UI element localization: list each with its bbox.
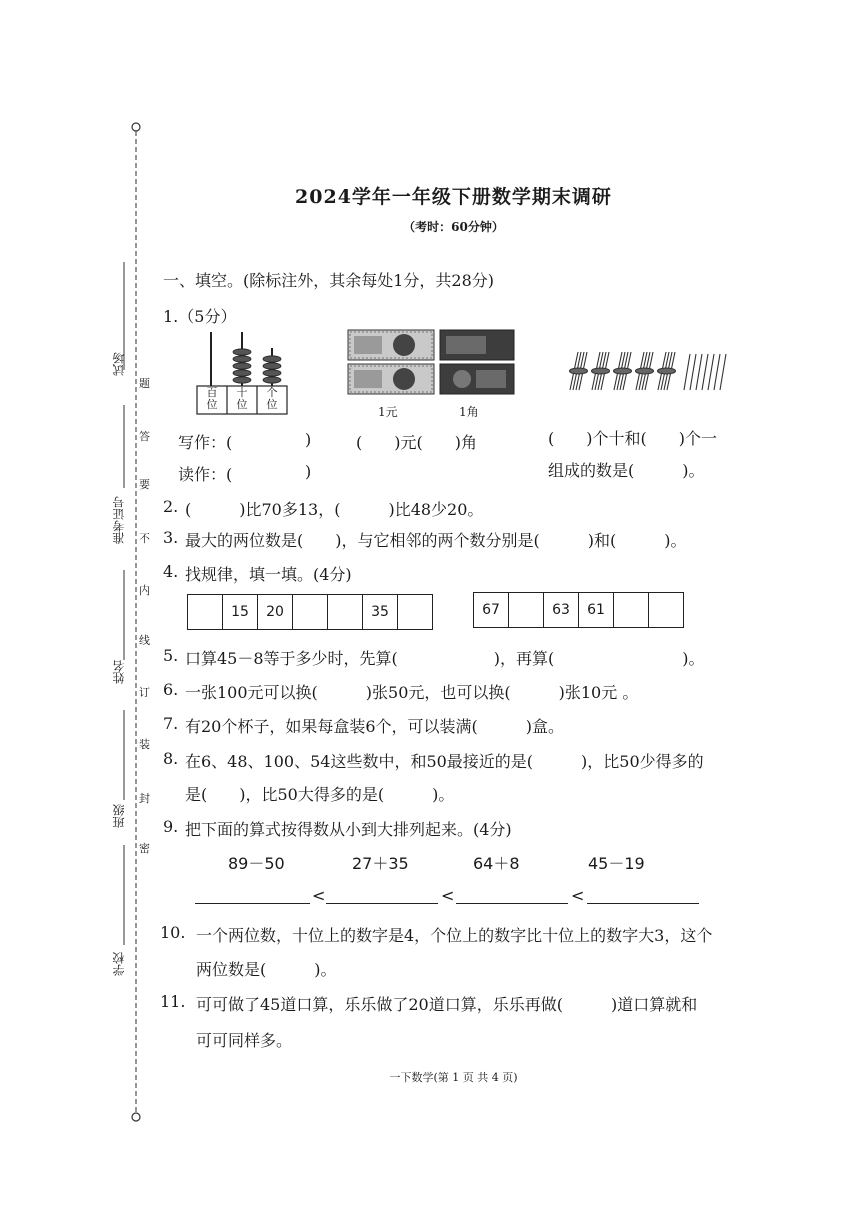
q1-tens-ones-line1: ( )个十和( )个一 — [548, 429, 717, 448]
seal-char: 不 — [139, 532, 150, 545]
q2-text: ( )比70多13，( )比48少20。 — [185, 500, 484, 519]
page-subtitle: （考时：60分钟） — [403, 220, 504, 234]
seal-char: 密 — [139, 842, 150, 855]
margin-label-school: 学校 — [112, 952, 126, 976]
abacus-label-ones: 个 位 — [266, 386, 278, 411]
page-title: 2024学年一年级下册数学期末调研 — [295, 186, 612, 208]
q4-text: 找规律，填一填。(4分) — [185, 565, 352, 584]
seal-char: 封 — [139, 792, 150, 805]
pattern-box: 15 — [223, 595, 258, 629]
q8-text-line1: 在6、48、100、54这些数中，和50最接近的是( )，比50少得多的 — [185, 752, 704, 771]
q1-write-label: 写作：( — [178, 433, 233, 452]
q1-read-close: ) — [305, 462, 312, 481]
q9-expression: 89－50 — [228, 854, 285, 873]
q9-answer-blank[interactable] — [587, 885, 699, 908]
money-label-jiao: 1角 — [459, 405, 479, 419]
margin-label-exam-room: 试场 — [112, 352, 126, 376]
q8-number: 8. — [163, 749, 179, 768]
margin-label-exam-id: 准考证号 — [112, 496, 126, 544]
pattern-box[interactable] — [649, 593, 683, 627]
section-heading: 一、填空。(除标注外，其余每处1分，共28分) — [163, 271, 495, 290]
q9-answer-blank[interactable] — [456, 885, 568, 908]
q1-money-answer: ( )元( )角 — [356, 433, 477, 452]
q10-text-line2: 两位数是( )。 — [196, 960, 337, 979]
q1-write-close: ) — [305, 430, 312, 449]
pattern-sequence-2 — [473, 592, 684, 628]
q9-text: 把下面的算式按得数从小到大排列起来。(4分) — [185, 820, 512, 839]
pattern-box: 20 — [258, 595, 293, 629]
q11-text-line1: 可可做了45道口算，乐乐做了20道口算，乐乐再做( )道口算就和 — [196, 995, 698, 1014]
q1-read-label: 读作：( — [178, 465, 233, 484]
q11-text-line2: 可可同样多。 — [196, 1031, 293, 1050]
seal-char: 答 — [139, 430, 150, 443]
margin-label-class: 班级 — [112, 804, 126, 828]
q2-number: 2. — [163, 497, 179, 516]
q6-number: 6. — [163, 680, 179, 699]
pattern-box: 67 — [474, 593, 509, 627]
seal-char: 题 — [139, 377, 150, 390]
q3-text: 最大的两位数是( )，与它相邻的两个数分别是( )和( )。 — [185, 531, 687, 550]
q9-answer-blank[interactable] — [326, 885, 438, 908]
seal-char: 内 — [139, 584, 150, 597]
q4-number: 4. — [163, 562, 179, 581]
pattern-box[interactable] — [188, 595, 223, 629]
seal-char: 订 — [139, 686, 150, 699]
page-footer: 一下数学(第 1 页 共 4 页) — [389, 1071, 518, 1084]
pattern-box: 61 — [579, 593, 614, 627]
q9-expression: 64＋8 — [473, 854, 520, 873]
pattern-box[interactable] — [293, 595, 328, 629]
pattern-box[interactable] — [509, 593, 544, 627]
q1-label: 1.（5分） — [163, 307, 237, 326]
q10-text-line1: 一个两位数，十位上的数字是4，个位上的数字比十位上的数字大3，这个 — [196, 926, 713, 945]
q1-tens-ones-line2: 组成的数是( )。 — [548, 461, 705, 480]
seal-char: 装 — [139, 738, 150, 751]
pattern-box: 63 — [544, 593, 579, 627]
seal-char: 要 — [139, 478, 150, 491]
q9-number: 9. — [163, 817, 179, 836]
money-label-yuan: 1元 — [378, 405, 398, 419]
q7-text: 有20个杯子，如果每盒装6个，可以装满( )盒。 — [185, 717, 565, 736]
abacus-label-hundreds: 百 位 — [206, 386, 218, 411]
pattern-box[interactable] — [328, 595, 363, 629]
sticks-bundles-figure — [566, 350, 736, 396]
q3-number: 3. — [163, 528, 179, 547]
q8-text-line2: 是( )，比50大得多的是( )。 — [185, 785, 455, 804]
pattern-box: 35 — [363, 595, 398, 629]
q9-less-than: < — [312, 886, 326, 905]
margin-label-name: 姓名 — [112, 660, 126, 684]
q9-less-than: < — [571, 886, 585, 905]
seal-char: 线 — [139, 634, 150, 647]
q5-number: 5. — [163, 646, 179, 665]
q9-less-than: < — [441, 886, 455, 905]
abacus-place-labels — [197, 387, 287, 411]
q7-number: 7. — [163, 714, 179, 733]
q5-text: 口算45－8等于多少时，先算( )，再算( )。 — [185, 649, 705, 668]
pattern-box[interactable] — [398, 595, 432, 629]
q6-text: 一张100元可以换( )张50元，也可以换( )张10元 。 — [185, 683, 639, 702]
pattern-sequence-1 — [187, 594, 433, 630]
q11-number: 11. — [160, 992, 186, 1011]
money-notes-figure — [346, 328, 516, 404]
q9-expression: 45－19 — [588, 854, 645, 873]
q9-answer-blank[interactable] — [195, 885, 310, 908]
q9-expression: 27＋35 — [352, 854, 409, 873]
q10-number: 10. — [160, 923, 186, 942]
pattern-box[interactable] — [614, 593, 649, 627]
abacus-label-tens: 十 位 — [236, 386, 248, 411]
